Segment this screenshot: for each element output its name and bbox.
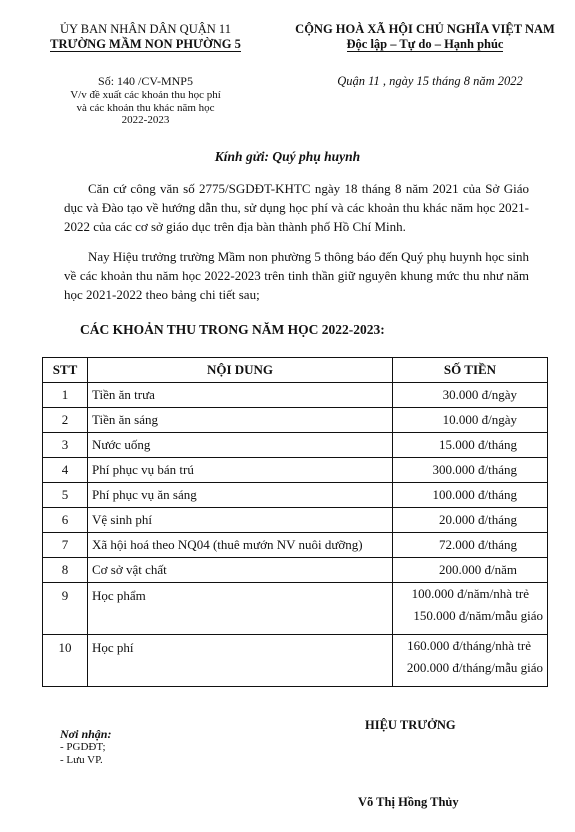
row-number: 6 (43, 508, 88, 533)
row-amount: 10.000 đ/ngày (393, 408, 548, 433)
recipient-item: - PGDĐT; (60, 741, 106, 753)
recipients-list (60, 741, 106, 767)
table-row (43, 408, 548, 433)
paragraph-2 (64, 247, 529, 304)
row-number: 5 (43, 483, 88, 508)
row-number: 4 (43, 458, 88, 483)
section-title: CÁC KHOẢN THU TRONG NĂM HỌC 2022-2023: (80, 322, 385, 337)
table-row (43, 635, 548, 687)
row-content: Tiền ăn sáng (88, 408, 393, 433)
table-header-row (43, 358, 548, 383)
row-content: Nước uống (88, 433, 393, 458)
document-subject (18, 89, 273, 127)
row-content: Xã hội hoá theo NQ04 (thuê mướn NV nuôi dưỡng) (88, 533, 393, 558)
amount-line: 200.000 đ/tháng/mẫu giáo (406, 660, 543, 675)
row-number: 2 (43, 408, 88, 433)
header-right (280, 22, 570, 52)
paragraph-1 (64, 179, 529, 236)
row-amount: 30.000 đ/ngày (393, 383, 548, 408)
national-title: CỘNG HOÀ XÃ HỘI CHỦ NGHĨA VIỆT NAM (295, 22, 555, 36)
row-content: Phí phục vụ bán trú (88, 458, 393, 483)
national-motto: Độc lập – Tự do – Hạnh phúc (346, 37, 504, 51)
table-row (43, 508, 548, 533)
row-content: Học phẩm (88, 583, 393, 635)
amount-line: 150.000 đ/năm/mẫu giáo (413, 608, 543, 623)
signature-title: HIỆU TRƯỞNG (365, 718, 456, 732)
district-committee: ỦY BAN NHÂN DÂN QUẬN 11 (60, 22, 231, 36)
row-amount: 72.000 đ/tháng (393, 533, 548, 558)
table-row (43, 533, 548, 558)
greeting: Kính gửi: Quý phụ huynh (214, 149, 361, 164)
recipient-item: - Lưu VP. (60, 754, 103, 766)
row-content: Học phí (88, 635, 393, 687)
signer-name: Võ Thị Hồng Thủy (358, 795, 459, 809)
row-amount: 100.000 đ/tháng (393, 483, 548, 508)
row-amount: 200.000 đ/năm (393, 558, 548, 583)
row-number: 1 (43, 383, 88, 408)
row-number: 8 (43, 558, 88, 583)
row-number: 9 (43, 583, 88, 635)
column-header-amount: SỐ TIỀN (393, 358, 548, 383)
paragraph-text: Căn cứ công văn số 2775/SGDĐT-KHTC ngày 18 tháng 8 năm 2021 của Sở Giáo dục và Đào tạo về hướng dẫn thu, sử dụng học phí và các khoản thu khác năm học 2021-2022 của các cơ sở giáo dục trên địa bàn thành phố Hồ Chí Minh. (64, 181, 529, 234)
fees-table (42, 357, 548, 687)
header-left (18, 22, 273, 52)
row-content: Cơ sở vật chất (88, 558, 393, 583)
paragraph-text: Nay Hiệu trưởng trường Mầm non phường 5 thông báo đến Quý phụ huynh học sinh về các khoản thu năm học 2022-2023 trên tinh thần giữ nguyên khung mức thu như năm học 2021-2022 theo bảng chi tiết sau; (64, 249, 529, 302)
row-number: 3 (43, 433, 88, 458)
row-content: Phí phục vụ ăn sáng (88, 483, 393, 508)
column-header-content: NỘI DUNG (88, 358, 393, 383)
subject-line: và các khoản thu khác năm học (76, 101, 215, 114)
row-amount (393, 583, 548, 635)
table-row (43, 583, 548, 635)
row-number: 7 (43, 533, 88, 558)
row-amount: 15.000 đ/tháng (393, 433, 548, 458)
column-header-stt: STT (43, 358, 88, 383)
document-number: Số: 140 /CV-MNP5 (98, 74, 193, 88)
document-date: Quận 11 , ngày 15 tháng 8 năm 2022 (337, 74, 523, 88)
table-row (43, 433, 548, 458)
subject-line: V/v đề xuất các khoản thu học phí (70, 89, 221, 101)
amount-line: 100.000 đ/năm/nhà trẻ (411, 586, 529, 601)
row-amount: 20.000 đ/tháng (393, 508, 548, 533)
row-amount (393, 635, 548, 687)
table-row (43, 483, 548, 508)
row-amount: 300.000 đ/tháng (393, 458, 548, 483)
table-row (43, 458, 548, 483)
row-number: 10 (43, 635, 88, 687)
table-row (43, 558, 548, 583)
table-row (43, 383, 548, 408)
school-name: TRƯỜNG MẦM NON PHƯỜNG 5 (50, 37, 241, 51)
row-content: Tiền ăn trưa (88, 383, 393, 408)
row-content: Vệ sinh phí (88, 508, 393, 533)
amount-line: 160.000 đ/tháng/nhà trẻ (407, 638, 531, 653)
subject-line: 2022-2023 (121, 114, 170, 126)
recipients-title: Nơi nhận: (60, 727, 112, 741)
